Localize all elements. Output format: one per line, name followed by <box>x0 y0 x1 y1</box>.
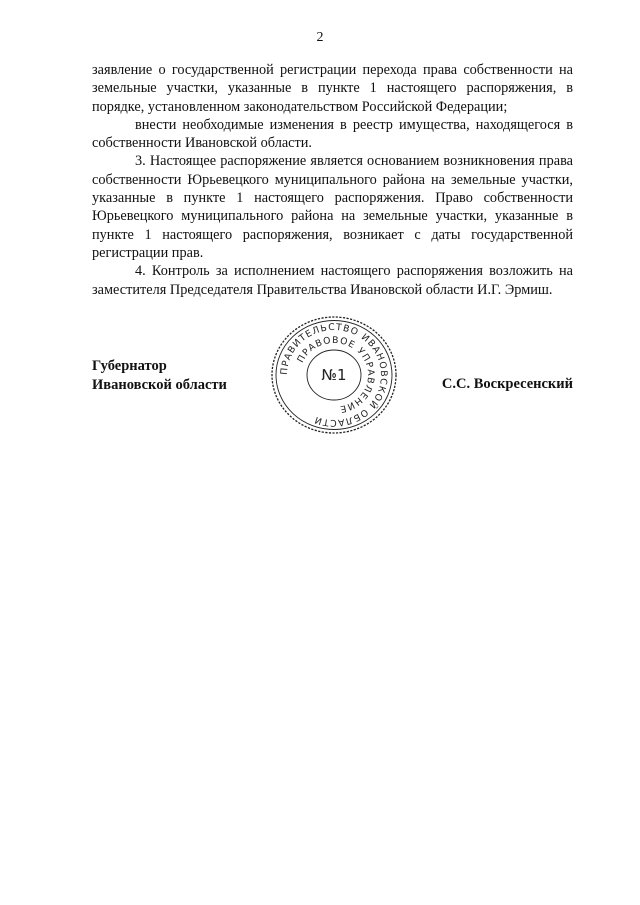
paragraph-point-4: 4. Контроль за исполнением настоящего распоряжения возложить на заместителя Председателя Правительства Ивановской области И.Г. Эрмиш. <box>92 263 573 298</box>
signature-title-line1: Губернатор <box>92 358 167 374</box>
page-number: 2 <box>316 30 324 45</box>
official-stamp <box>269 314 399 436</box>
stamp-number: №1 <box>321 366 347 384</box>
signatory-name: С.С. Воскресенский <box>441 376 573 392</box>
signature-title <box>92 357 227 394</box>
paragraph-statement-registration: заявление о государственной регистрации перехода права собственности на земельные участки, указанные в пункте 1 настоящего распоряжения, в порядке, установленном законодательством Российской Федерации; <box>92 62 573 115</box>
signature-title-line2: Ивановской области <box>92 376 227 393</box>
stamp-seal-icon <box>269 314 399 436</box>
paragraph-registry-changes: внести необходимые изменения в реестр имущества, находящегося в собственности Ивановской области. <box>92 116 573 152</box>
paragraph-point-3: 3. Настоящее распоряжение является основанием возникновения права собственности Юрьевецкого муниципального района на земельные участки, указанные в пункте 1 настоящего распоряжения. Право собственности Юрьевецкого муниципального района на земельные участки, указанные в пункте 1 настоящего распоряжения, возникает с даты государственной регистрации прав. <box>92 153 573 261</box>
stamp-outer-text: ПРАВИТЕЛЬСТВО ИВАНОВСКОЙ ОБЛАСТИ <box>278 321 390 429</box>
document-body <box>92 61 573 299</box>
stamp-inner-text: ПРАВОВОЕ УПРАВЛЕНИЕ <box>295 334 377 415</box>
